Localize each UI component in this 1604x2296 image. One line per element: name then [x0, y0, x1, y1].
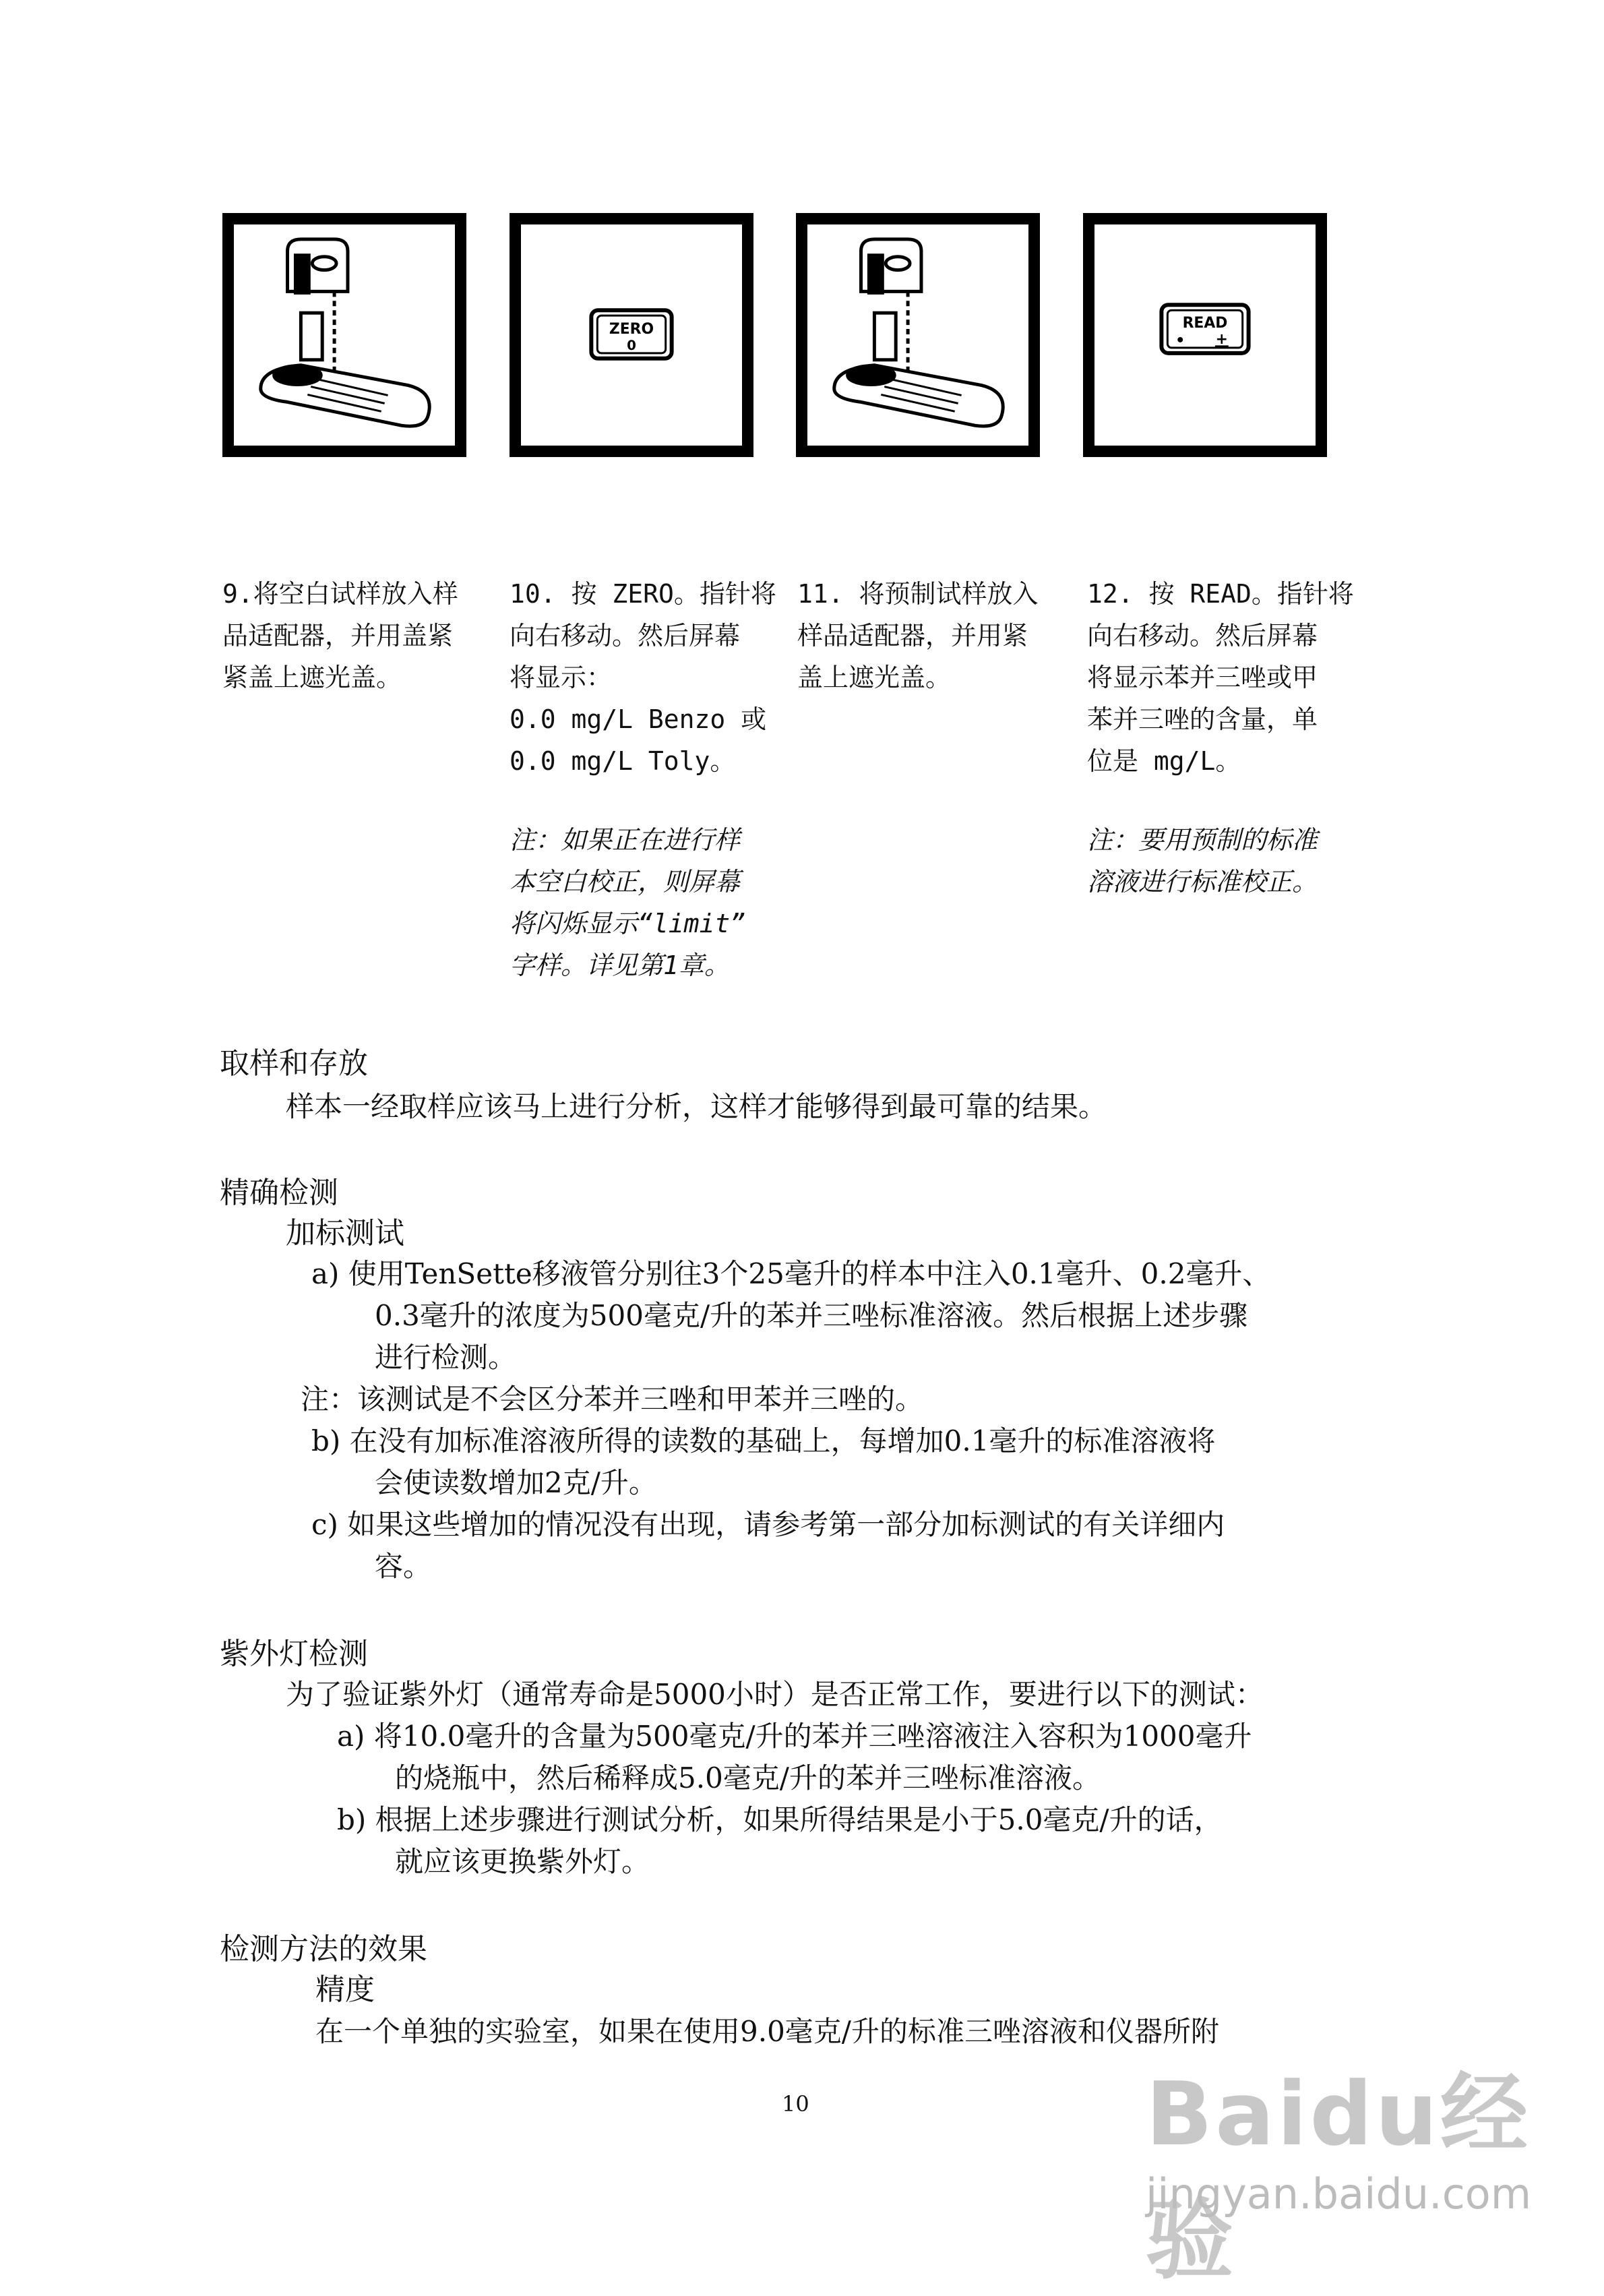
illustration-panel-insert-blank — [222, 213, 466, 457]
uv-item-b-line1: b) 根据上述步骤进行测试分析，如果所得结果是小于5.0毫克/升的话， — [337, 1803, 1223, 1836]
step-10 — [510, 531, 779, 1028]
uv-intro: 为了验证紫外灯（通常寿命是5000小时）是否正常工作，要进行以下的测试： — [286, 1678, 1264, 1711]
instrument-adapter-icon — [807, 224, 1028, 446]
uv-item-a-line1: a) 将10.0毫升的含量为500毫克/升的苯并三唑溶液注入容积为1000毫升 — [337, 1720, 1252, 1753]
accuracy-item-b-line2: 会使读数增加2克/升。 — [375, 1466, 657, 1499]
effect-body: 在一个单独的实验室，如果在使用9.0毫克/升的标准三唑溶液和仪器所附 — [315, 2015, 1219, 2048]
read-key-label: READ — [1182, 315, 1228, 332]
uv-item-b-line2: 就应该更换紫外灯。 — [395, 1845, 650, 1878]
accuracy-subheading: 加标测试 — [286, 1216, 404, 1250]
illustration-panel-zero-key — [510, 213, 753, 457]
zero-key-digit: 0 — [627, 337, 636, 353]
accuracy-item-c-line1: c) 如果这些增加的情况没有出现，请参考第一部分加标测试的有关详细内 — [311, 1508, 1225, 1541]
step-12 — [1087, 531, 1357, 944]
instrument-adapter-icon — [234, 224, 455, 446]
illustration-panel-insert-sample — [796, 213, 1040, 457]
step-10-text: 10. 按 ZERO。指针将 向右移动。然后屏幕 将显示： 0.0 mg/L Benzo 或 0.0 mg/L Toly。 — [510, 579, 776, 776]
step-9 — [222, 531, 492, 698]
step-11 — [797, 531, 1067, 698]
accuracy-item-c-line2: 容。 — [375, 1550, 432, 1583]
accuracy-item-b-line1: b) 在没有加标准溶液所得的读数的基础上，每增加0.1毫升的标准溶液将 — [311, 1424, 1216, 1457]
uv-item-a-line2: 的烧瓶中，然后稀释成5.0毫克/升的苯并三唑标准溶液。 — [395, 1761, 1101, 1794]
read-key-symbol: + — [1215, 330, 1229, 348]
accuracy-item-a-line2: 0.3毫升的浓度为500毫克/升的苯并三唑标准溶液。然后根据上述步骤 — [375, 1299, 1248, 1332]
step-12-note: 注：要用预制的标准 溶液进行标准校正。 — [1087, 825, 1318, 897]
page-number: 10 — [782, 2091, 809, 2117]
step-12-text: 12. 按 READ。指针将 向右移动。然后屏幕 将显示苯并三唑或甲 苯并三唑的含量，单 位是 mg/L。 — [1087, 579, 1354, 776]
step-9-text: 9.将空白试样放入样 品适配器，并用盖紧 紧盖上遮光盖。 — [222, 579, 458, 692]
accuracy-item-a-line3: 进行检测。 — [375, 1341, 517, 1374]
effect-subheading: 精度 — [315, 1972, 375, 2007]
accuracy-item-a-line1: a) 使用TenSette移液管分别往3个25毫升的样本中注入0.1毫升、0.2毫升、 — [311, 1257, 1271, 1290]
accuracy-heading: 精确检测 — [220, 1176, 338, 1210]
effect-heading: 检测方法的效果 — [220, 1932, 427, 1966]
illustration-panel-read-key — [1083, 213, 1327, 457]
zero-key-label: ZERO — [609, 321, 654, 338]
watermark-url: jingyan.baidu.com — [1146, 2169, 1532, 2218]
watermark-brand: Baidu经验 — [1146, 2063, 1531, 2291]
step-10-note: 注：如果正在进行样 本空白校正，则屏幕 将闪烁显示“limit” 字样。详见第1章。 — [510, 825, 746, 980]
accuracy-note: 注：该测试是不会区分苯并三唑和甲苯并三唑的。 — [301, 1383, 924, 1416]
sampling-body: 样本一经取样应该马上进行分析，这样才能够得到最可靠的结果。 — [286, 1090, 1107, 1123]
step-11-text: 11. 将预制试样放入 样品适配器，并用紧 盖上遮光盖。 — [797, 579, 1039, 692]
sampling-heading: 取样和存放 — [220, 1046, 368, 1081]
zero-key-icon — [521, 224, 742, 446]
uv-heading: 紫外灯检测 — [220, 1637, 368, 1671]
read-key-icon — [1094, 224, 1316, 446]
